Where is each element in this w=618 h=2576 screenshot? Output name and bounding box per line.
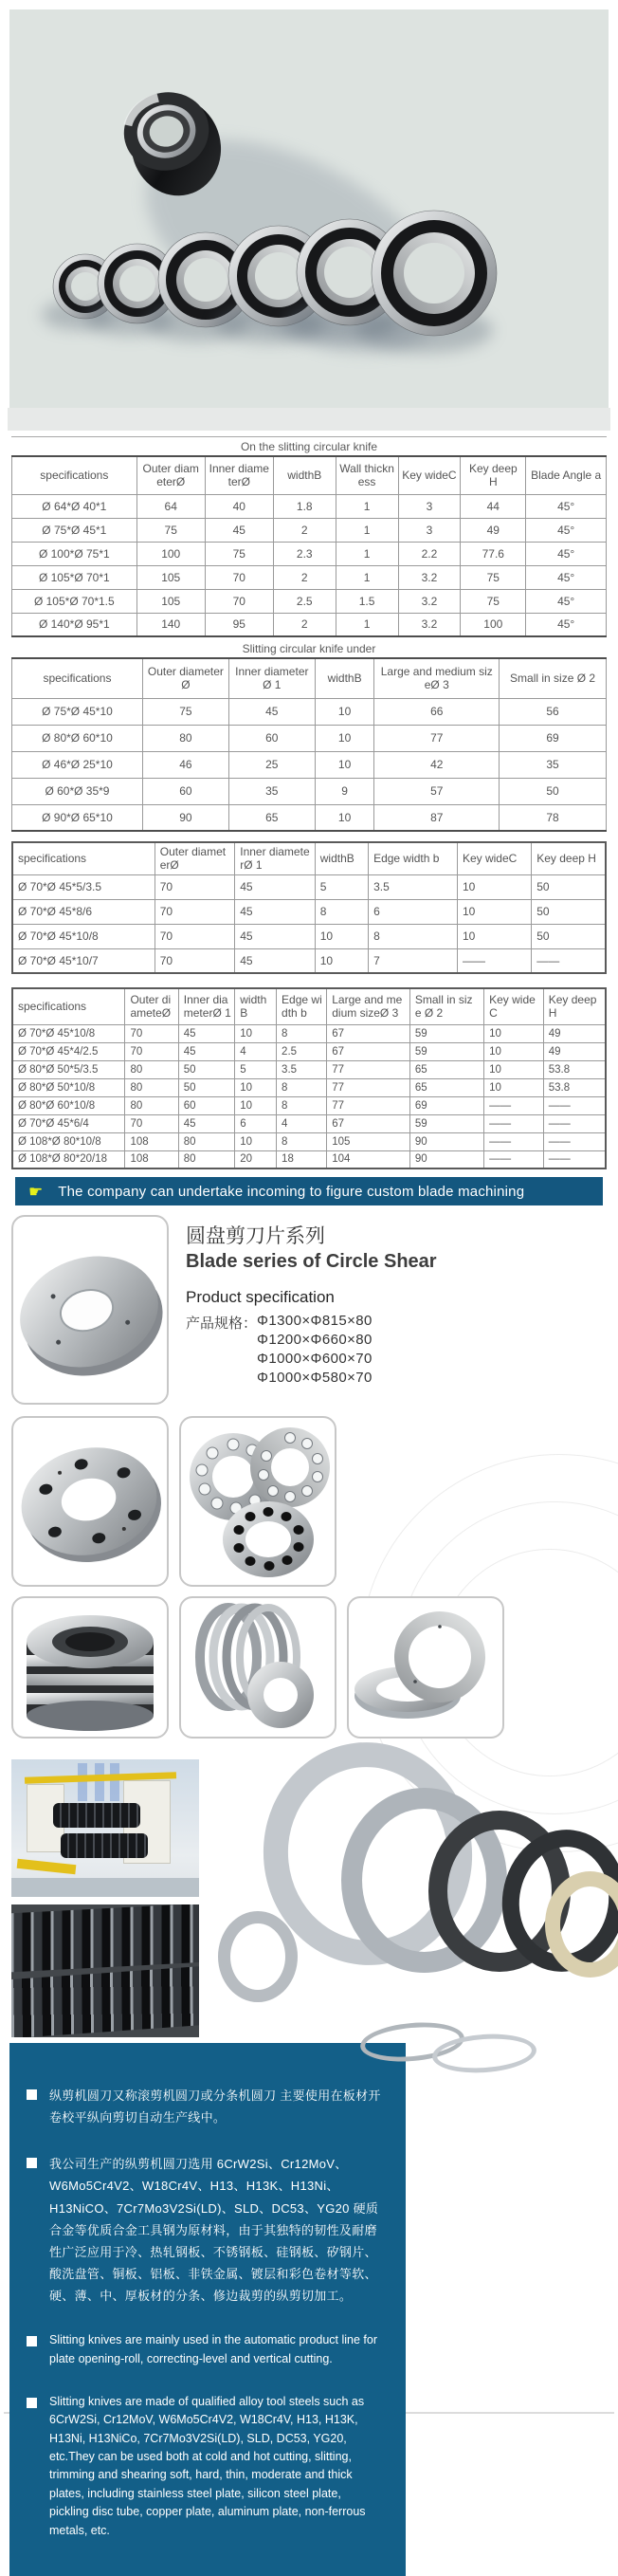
spec-table-edge-width [11, 841, 607, 974]
table-cell: 70 [125, 1042, 178, 1060]
banner-text: The company can undertake incoming to figure custom blade machining [58, 1183, 525, 1200]
table-header-cell: Inner diameterØ 1 [178, 988, 234, 1024]
product-title-en: Blade series of Circle Shear [186, 1251, 437, 1272]
table-cell: 3.5 [369, 874, 458, 899]
table-cell: 8 [315, 899, 368, 924]
table-cell: Ø 70*Ø 45*10/8 [12, 924, 154, 948]
product-intro [11, 1215, 607, 1405]
table-cell: 2.2 [398, 542, 461, 565]
table-row [12, 899, 606, 924]
table-row [12, 948, 606, 973]
table-cell: 46 [142, 751, 228, 778]
table-cell: Ø 70*Ø 45*10/8 [12, 1024, 125, 1042]
spec-table [11, 987, 607, 1169]
table-cell: 59 [409, 1114, 483, 1132]
table-header-cell: Inner diameterØ [205, 456, 273, 494]
table-header-cell: Small in size Ø 2 [500, 658, 607, 698]
table-cell: 80 [125, 1060, 178, 1078]
table-cell: 75 [142, 698, 228, 725]
table-cell: 60 [142, 778, 228, 804]
table-header-cell: Key wideC [398, 456, 461, 494]
product-title-cn: 圆盘剪刀片系列 [186, 1225, 325, 1247]
table-cell: 8 [369, 924, 458, 948]
table-cell: Ø 140*Ø 95*1 [12, 613, 137, 636]
table-cell: 8 [277, 1132, 327, 1150]
table-cell: 49 [543, 1042, 606, 1060]
table-header-cell: specifications [12, 456, 137, 494]
table-cell: 10 [484, 1060, 544, 1078]
table-cell: 53.8 [543, 1078, 606, 1096]
table-cell: 70 [154, 874, 235, 899]
spec-tables [11, 436, 607, 1169]
table-cell: 105 [136, 565, 205, 589]
table-cell: 140 [136, 613, 205, 636]
photo-stacked-discs [11, 1596, 169, 1739]
table-cell: 70 [154, 924, 235, 948]
table-cell: 2 [273, 565, 336, 589]
table-cell: —— [532, 948, 606, 973]
table-cell: 67 [327, 1024, 410, 1042]
table-cell: 8 [277, 1096, 327, 1114]
table-cell: Ø 90*Ø 65*10 [12, 804, 143, 831]
table-cell: 75 [205, 542, 273, 565]
bullet-square-icon [27, 2158, 37, 2168]
table-row [12, 924, 606, 948]
table-cell: 1 [336, 494, 398, 518]
product-photo-grid [11, 1416, 607, 1739]
bullet-item [27, 2153, 383, 2307]
table-cell: 10 [235, 1078, 277, 1096]
bullet-item [27, 2085, 383, 2128]
table-header-cell: Key wideC [457, 842, 531, 874]
table-cell: 10 [235, 1132, 277, 1150]
table-cell: 57 [374, 778, 500, 804]
table-cell: 10 [484, 1078, 544, 1096]
table-cell: Ø 70*Ø 45*10/7 [12, 948, 154, 973]
spec-line: Φ1300×Φ815×80 [257, 1313, 373, 1329]
table-cell: 108 [125, 1150, 178, 1168]
photo-slit-coils [11, 1904, 199, 2037]
table-header-cell: widthB [315, 658, 374, 698]
table-cell: 10 [484, 1042, 544, 1060]
table-cell: 45 [228, 698, 315, 725]
table-cell: Ø 80*Ø 60*10/8 [12, 1096, 125, 1114]
table-header-cell: Key deep H [461, 456, 526, 494]
table-cell: 10 [457, 874, 531, 899]
table-row [12, 874, 606, 899]
table-cell: 90 [409, 1150, 483, 1168]
table-cell: 2 [273, 613, 336, 636]
table-cell: 105 [136, 589, 205, 613]
table-cell: 3.5 [277, 1060, 327, 1078]
table-cell: 80 [125, 1096, 178, 1114]
table-cell: 10 [315, 725, 374, 751]
table-header-cell: widthB [315, 842, 368, 874]
table-cell: 104 [327, 1150, 410, 1168]
table-cell: —— [543, 1132, 606, 1150]
table-header-cell: Large and medium sizeØ 3 [374, 658, 500, 698]
table-cell: 66 [374, 698, 500, 725]
table-cell: 77 [327, 1096, 410, 1114]
table-row [12, 1078, 606, 1096]
table-row [12, 1132, 606, 1150]
table-cell: —— [484, 1096, 544, 1114]
table-cell: 45 [235, 948, 316, 973]
table-cell: 8 [277, 1024, 327, 1042]
table-cell: 10 [457, 924, 531, 948]
table-cell: 3 [398, 494, 461, 518]
table-cell: 77.6 [461, 542, 526, 565]
table-cell: 80 [125, 1078, 178, 1096]
table-cell: 78 [500, 804, 607, 831]
table-header-cell: Inner diameterØ 1 [228, 658, 315, 698]
table-row [12, 1060, 606, 1078]
table-cell: —— [484, 1132, 544, 1150]
table-cell: —— [457, 948, 531, 973]
table-header-cell: Small in siz e Ø 2 [409, 988, 483, 1024]
table-cell: 6 [235, 1114, 277, 1132]
table-cell: 45 [178, 1042, 234, 1060]
table-row [12, 1150, 606, 1168]
table-cell: 70 [125, 1114, 178, 1132]
table-cell: 7 [369, 948, 458, 973]
bearing-rings-illustration [9, 9, 609, 408]
table-cell: —— [543, 1150, 606, 1168]
spec-line: Φ1000×Φ580×70 [257, 1370, 373, 1386]
table-cell: Ø 70*Ø 45*5/3.5 [12, 874, 154, 899]
table-cell: 5 [235, 1060, 277, 1078]
table-cell: 60 [228, 725, 315, 751]
table-cell: 45° [526, 613, 607, 636]
table-cell: 1 [336, 613, 398, 636]
table-cell: 2.5 [273, 589, 336, 613]
table-cell: 10 [235, 1024, 277, 1042]
bullet-item [27, 2331, 383, 2368]
table-header-cell: Outer diameterØ [136, 456, 205, 494]
table-header-cell: Wall thickness [336, 456, 398, 494]
table-cell: 50 [178, 1060, 234, 1078]
table-cell: Ø 70*Ø 45*8/6 [12, 899, 154, 924]
table-cell: 69 [409, 1096, 483, 1114]
table-cell: 65 [228, 804, 315, 831]
table-cell: 45 [178, 1024, 234, 1042]
table-cell: 10 [315, 751, 374, 778]
table-cell: 53.8 [543, 1060, 606, 1078]
table-header-cell: Blade Angle a [526, 456, 607, 494]
table-header-cell: Outer diameterØ [154, 842, 235, 874]
table-cell: 1.5 [336, 589, 398, 613]
table-cell: 95 [205, 613, 273, 636]
table-cell: Ø 75*Ø 45*1 [12, 518, 137, 542]
table-cell: 10 [484, 1024, 544, 1042]
table-cell: 105 [327, 1132, 410, 1150]
table-cell: 90 [409, 1132, 483, 1150]
table-cell: 50 [532, 899, 606, 924]
table-cell: 10 [315, 804, 374, 831]
table-cell: —— [484, 1150, 544, 1168]
table-cell: 2.3 [273, 542, 336, 565]
table-cell: 45 [178, 1114, 234, 1132]
table-cell: 2 [273, 518, 336, 542]
factory-photos [11, 1759, 607, 2039]
table-cell: —— [543, 1114, 606, 1132]
product-spec-label: 产品规格： [186, 1316, 258, 1332]
table-cell: 80 [178, 1132, 234, 1150]
table-row [12, 589, 607, 613]
table-cell: 10 [315, 698, 374, 725]
table-header-cell: Key deep H [543, 988, 606, 1024]
table-cell: 50 [500, 778, 607, 804]
table-header-cell: Edge width b [277, 988, 327, 1024]
table-row [12, 494, 607, 518]
table-cell: 45° [526, 565, 607, 589]
table-cell: Ø 70*Ø 45*6/4 [12, 1114, 125, 1132]
disc-blade-illustration [13, 1217, 167, 1403]
table-row [12, 751, 607, 778]
table-cell: Ø 70*Ø 45*4/2.5 [12, 1042, 125, 1060]
table-cell: 90 [142, 804, 228, 831]
table-cell: 70 [154, 948, 235, 973]
spec-table-under-slitting [11, 639, 607, 832]
table-cell: 6 [369, 899, 458, 924]
table-row [12, 1114, 606, 1132]
table-cell: 50 [178, 1078, 234, 1096]
bullet-text-cn: 我公司生产的纵剪机圆刀选用 6CrW2Si、Cr12MoV、W6Mo5Cr4V2、W18Cr4V、H13、H13K、H13Ni、H13NiCO、7Cr7Mo3V2Si(LD)、SLD、DC53、YG20 硬质合金等优质合金工具钢为原材料，由于其独特的韧性及耐磨性广泛应用于冷、热轧钢板、不锈钢板、硅钢板、矽钢片、酸洗盘管、铜板、铝板、非铁金属、镀层和彩色卷材等软、硬、薄、中、厚板材的分条、修边裁剪的纵剪切加工。 [49, 2157, 379, 2303]
table-cell: 44 [461, 494, 526, 518]
spec-table-combined [11, 987, 607, 1169]
table-cell: Ø 80*Ø 50*10/8 [12, 1078, 125, 1096]
table-cell: 70 [125, 1024, 178, 1042]
table-header-cell: specifications [12, 842, 154, 874]
table-cell: 77 [327, 1060, 410, 1078]
table-header-cell: Outer diameterØ [142, 658, 228, 698]
table-header-cell: Large and medium sizeØ 3 [327, 988, 410, 1024]
table-cell: 60 [178, 1096, 234, 1114]
photo-coiled-rings [179, 1596, 336, 1739]
product-spec-heading: Product specification [186, 1288, 335, 1306]
table-row [12, 1042, 606, 1060]
pointing-hand-icon: ☛ [28, 1182, 44, 1201]
spec-table [11, 841, 607, 974]
table-cell: 69 [500, 725, 607, 751]
table-cell: 3.2 [398, 613, 461, 636]
table-cell: Ø 100*Ø 75*1 [12, 542, 137, 565]
table-header-cell: widthB [273, 456, 336, 494]
table-row [12, 565, 607, 589]
table-cell: 45 [235, 899, 316, 924]
table-cell: Ø 108*Ø 80*10/8 [12, 1132, 125, 1150]
spec-line: Φ1000×Φ600×70 [257, 1351, 373, 1367]
table-cell: Ø 108*Ø 80*20/18 [12, 1150, 125, 1168]
table-cell: 10 [235, 1096, 277, 1114]
table-cell: 35 [228, 778, 315, 804]
table-cell: 3.2 [398, 589, 461, 613]
photo-disc-with-holes [11, 1416, 169, 1587]
table-cell: —— [543, 1096, 606, 1114]
table-cell: 49 [461, 518, 526, 542]
table-row [12, 1024, 606, 1042]
table-cell: 45 [235, 874, 316, 899]
table-row [12, 518, 607, 542]
table-cell: 20 [235, 1150, 277, 1168]
table-cell: 67 [327, 1114, 410, 1132]
table-cell: Ø 80*Ø 60*10 [12, 725, 143, 751]
table-cell: 8 [277, 1078, 327, 1096]
photo-slitting-machine [11, 1759, 199, 1897]
bullet-text-cn: 纵剪机圆刀又称滚剪机圆刀或分条机圆刀 主要使用在板材开卷校平纵向剪切自动生产线中。 [49, 2088, 381, 2125]
table-header-cell: widthB [235, 988, 277, 1024]
table-cell: 42 [374, 751, 500, 778]
custom-machining-banner [15, 1177, 603, 1205]
table-cell: 80 [142, 725, 228, 751]
product-spec-lines [257, 1313, 373, 1389]
table-cell: 40 [205, 494, 273, 518]
table-cell: 10 [315, 924, 368, 948]
table-row [12, 1096, 606, 1114]
photo-perforated-rings [179, 1416, 336, 1587]
table-cell: 87 [374, 804, 500, 831]
table-cell: 108 [125, 1132, 178, 1150]
table-cell: 10 [315, 948, 368, 973]
table-cell: 75 [136, 518, 205, 542]
table-cell: 25 [228, 751, 315, 778]
table-cell: Ø 64*Ø 40*1 [12, 494, 137, 518]
table-cell: 1 [336, 542, 398, 565]
bullet-square-icon [27, 2336, 37, 2346]
table-cell: 45° [526, 589, 607, 613]
table-cell: 75 [461, 565, 526, 589]
product-photo-circle-shear-blade [11, 1215, 169, 1405]
table-caption: On the slitting circular knife [11, 436, 607, 455]
table-cell: 10 [457, 899, 531, 924]
table-row [12, 804, 607, 831]
table-row [12, 542, 607, 565]
table-cell: —— [484, 1114, 544, 1132]
table-cell: 59 [409, 1024, 483, 1042]
table-cell: 77 [374, 725, 500, 751]
table-cell: Ø 46*Ø 25*10 [12, 751, 143, 778]
table-cell: 45 [235, 924, 316, 948]
table-cell: 80 [178, 1150, 234, 1168]
table-cell: 45 [205, 518, 273, 542]
table-cell: 4 [277, 1114, 327, 1132]
table-header-cell: Edge width b [369, 842, 458, 874]
bullet-item [27, 2393, 383, 2540]
bullet-square-icon [27, 2089, 37, 2100]
table-row [12, 778, 607, 804]
table-cell: Ø 105*Ø 70*1 [12, 565, 137, 589]
table-cell: 3 [398, 518, 461, 542]
table-row [12, 613, 607, 636]
table-cell: 5 [315, 874, 368, 899]
product-text-block [186, 1215, 437, 1405]
table-cell: 65 [409, 1078, 483, 1096]
table-cell: 59 [409, 1042, 483, 1060]
table-cell: 1 [336, 565, 398, 589]
table-cell: 50 [532, 924, 606, 948]
table-cell: 45° [526, 494, 607, 518]
table-header-cell: Outer diameteØ [125, 988, 178, 1024]
photo-blade-rings-collection [218, 1742, 607, 2039]
spec-table-on-slitting [11, 436, 607, 637]
table-cell: 49 [543, 1024, 606, 1042]
table-cell: 3.2 [398, 565, 461, 589]
table-cell: 70 [205, 565, 273, 589]
table-cell: 77 [327, 1078, 410, 1096]
table-cell: 18 [277, 1150, 327, 1168]
table-cell: 9 [315, 778, 374, 804]
table-cell: 45° [526, 518, 607, 542]
bullet-square-icon [27, 2398, 37, 2408]
table-cell: Ø 105*Ø 70*1.5 [12, 589, 137, 613]
table-cell: 2.5 [277, 1042, 327, 1060]
table-cell: 1.8 [273, 494, 336, 518]
table-cell: 70 [154, 899, 235, 924]
photo-two-large-rings [347, 1596, 504, 1739]
table-cell: 100 [136, 542, 205, 565]
table-cell: 56 [500, 698, 607, 725]
bullet-text-en: Slitting knives are mainly used in the automatic product line for plate opening-roll, correcting-level and vertical cutting. [49, 2333, 378, 2365]
table-cell: 45° [526, 542, 607, 565]
table-header-cell: specifications [12, 658, 143, 698]
hero-photo-slitting-knives [9, 9, 609, 408]
table-cell: Ø 60*Ø 35*9 [12, 778, 143, 804]
spec-table [11, 455, 607, 637]
table-cell: 67 [327, 1042, 410, 1060]
table-header-cell: Key deep H [532, 842, 606, 874]
table-cell: 65 [409, 1060, 483, 1078]
table-cell: 100 [461, 613, 526, 636]
table-cell: 1 [336, 518, 398, 542]
table-cell: 70 [205, 589, 273, 613]
table-cell: 75 [461, 589, 526, 613]
table-header-cell: specifications [12, 988, 125, 1024]
table-cell: 35 [500, 751, 607, 778]
table-caption: Slitting circular knife under [242, 642, 376, 655]
section-divider-strip [8, 408, 610, 431]
spec-table [11, 657, 607, 832]
spec-line: Φ1200×Φ660×80 [257, 1332, 373, 1348]
description-panel [9, 2043, 406, 2576]
table-row [12, 725, 607, 751]
bullet-text-en: Slitting knives are made of qualified alloy tool steels such as 6CrW2Si, Cr12MoV, W6Mo5Cr4V2, W18Cr4V, H13, H13K, H13Ni, H13NiCo, 7Cr7Mo3V2Si(LD), SLD, DC53, YG20, etc.They can be used both at cold and hot cutting, slitting, trimming and shearing soft, hard, thin, moderate and thick plates, including stainless steel plate, silicon steel plate, pickling disc tube, copper plate, aluminum plate, non-ferrous metals, etc. [49, 2394, 366, 2537]
table-header-cell: Inner diameterØ 1 [235, 842, 316, 874]
table-row [12, 698, 607, 725]
table-header-cell: Key wide C [484, 988, 544, 1024]
table-cell: 50 [532, 874, 606, 899]
table-cell: Ø 80*Ø 50*5/3.5 [12, 1060, 125, 1078]
table-cell: 64 [136, 494, 205, 518]
table-cell: 4 [235, 1042, 277, 1060]
table-cell: Ø 75*Ø 45*10 [12, 698, 143, 725]
